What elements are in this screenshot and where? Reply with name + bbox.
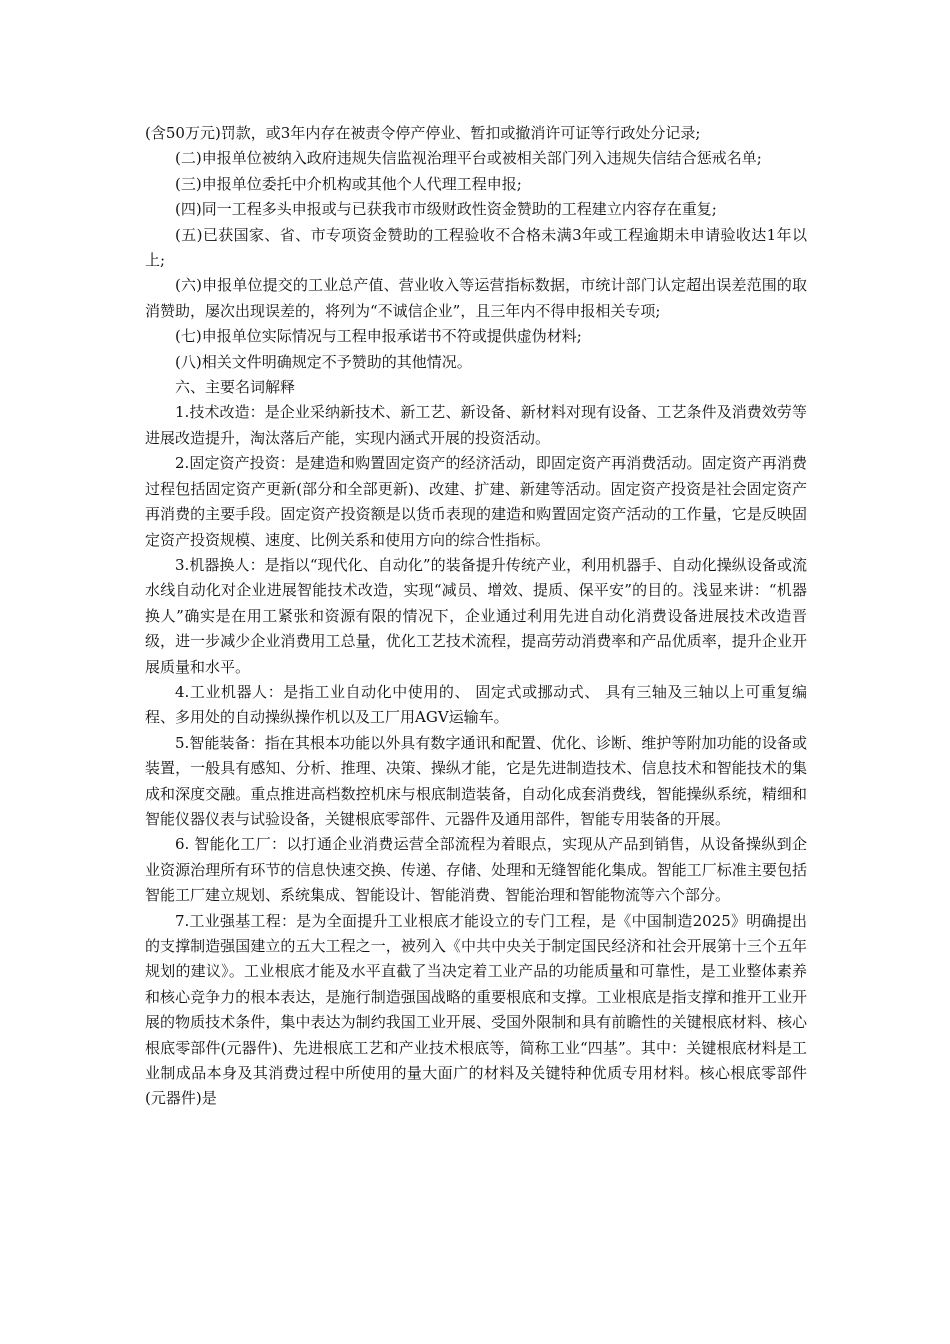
paragraph-8: (八)相关文件明确规定不予赞助的其他情况。: [175, 352, 472, 371]
paragraph-6: (六)申报单位提交的工业总产值、营业收入等运营指标数据，市统计部门认定超出误差范围的取消赞助，屡次出现误差的，将列为“不诚信企业”，且三年内不得申报相关专项;: [145, 276, 807, 320]
section-heading: 六、主要名词解释: [175, 378, 296, 397]
paragraph-5: (五)已获国家、省、市专项资金赞助的工程验收不合格未满3年或工程逾期未申请验收达1年以上;: [145, 225, 807, 270]
paragraph-2: (二)申报单位被纳入政府违规失信监视治理平台或被相关部门列入违规失信结合惩戒名单;: [175, 149, 762, 168]
paragraph-1: (含50万元)罚款，或3年内存在被责令停产停业、暂扣或撤消许可证等行政处分记录;: [145, 124, 701, 142]
definition-industrial-robot: 4.工业机器人：是指工业自动化中使用的、 固定式或挪动式、 具有三轴及三轴以上可重复编程、多用处的自动操纵操作机以及工厂用AGV运输车。: [145, 682, 807, 727]
definition-intelligent-factory: 6. 智能化工厂：以打通企业消费运营全部流程为着眼点，实现从产品到销售，从设备操纵到企业资源治理所有环节的信息快速交换、传递、存储、处理和无缝智能化集成。智能工厂标准主要包括智能工厂建立规划、系统集成、智能设计、智能消费、智能治理和智能物流等六个部分。: [145, 835, 807, 905]
document-body: [145, 121, 807, 1112]
definition-intelligent-equipment: 5.智能装备：指在其根本功能以外具有数字通讯和配置、优化、诊断、维护等附加功能的设备或装置，一般具有感知、分析、推理、决策、操纵才能，它是先进制造技术、信息技术和智能技术的集成和深度交融。重点推进高档数控机床与根底制造装备，自动化成套消费线，智能操纵系统，精细和智能仪器仪表与试验设备，关键根底零部件、元器件及通用部件，智能专用装备的开展。: [145, 733, 807, 828]
definition-fixed-asset-investment: 2.固定资产投资：是建造和购置固定资产的经济活动，即固定资产再消费活动。固定资产再消费过程包括固定资产更新(部分和全部更新)、改建、扩建、新建等活动。固定资产投资是社会固定资产再消费的主要手段。固定资产投资额是以货币表现的建造和购置固定资产活动的工作量，它是反映固定资产投资规模、速度、比例关系和使用方向的综合性指标。: [145, 454, 807, 549]
definition-industrial-foundation: 7.工业强基工程：是为全面提升工业根底才能设立的专门工程，是《中国制造2025》明确提出的支撑制造强国建立的五大工程之一，被列入《中共中央关于制定国民经济和社会开展第十三个五年规划的建议》。工业根底才能及水平直截了当决定着工业产品的功能质量和可靠性，是工业整体素养和核心竞争力的根本表达，是施行制造强国战略的重要根底和支撑。工业根底是指支撑和推开工业开展的物质技术条件，集中表达为制约我国工业开展、受国外限制和具有前瞻性的关键根底材料、核心根底零部件(元器件)、先进根底工艺和产业技术根底等，简称工业“四基”。其中：关键根底材料是工业制成品本身及其消费过程中所使用的量大面广的材料及关键特种优质专用材料。核心根底零部件(元器件)是: [145, 911, 807, 1108]
definition-technical-reform: 1.技术改造：是企业采纳新技术、新工艺、新设备、新材料对现有设备、工艺条件及消费效劳等进展改造提升，淘汰落后产能，实现内涵式开展的投资活动。: [145, 403, 807, 447]
paragraph-4: (四)同一工程多头申报或与已获我市市级财政性资金赞助的工程建立内容存在重复;: [175, 200, 717, 219]
paragraph-3: (三)申报单位委托中介机构或其他个人代理工程申报;: [175, 174, 522, 193]
paragraph-7: (七)申报单位实际情况与工程申报承诺书不符或提供虚伪材料;: [175, 327, 582, 346]
definition-machine-replacement: 3.机器换人：是指以“现代化、自动化”的装备提升传统产业，利用机器手、自动化操纵设备或流水线自动化对企业进展智能技术改造，实现“减员、增效、提质、保平安”的目的。浅显来讲：“机器换人”确实是在用工紧张和资源有限的情况下，企业通过利用先进自动化消费设备进展技术改造晋级，进一步减少企业消费用工总量，优化工艺技术流程，提高劳动消费率和产品优质率，提升企业开展质量和水平。: [145, 555, 807, 676]
